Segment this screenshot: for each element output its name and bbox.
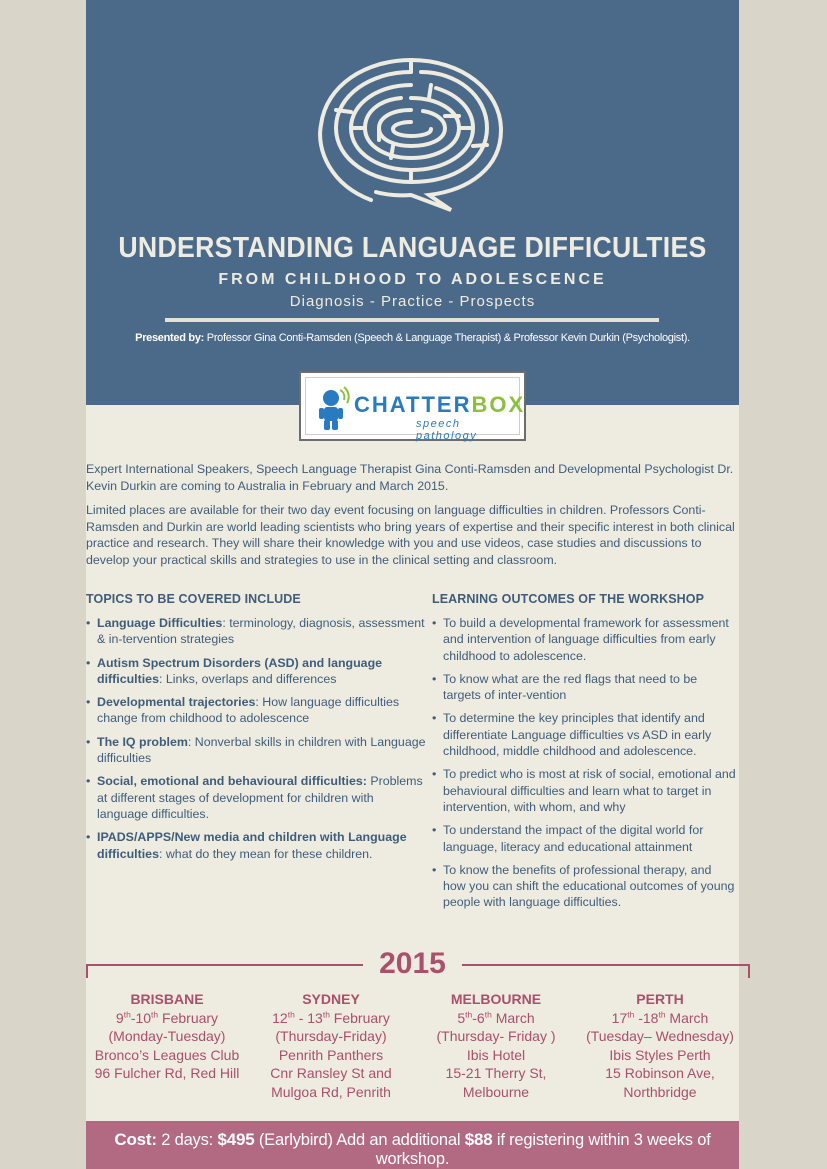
topic-title: The IQ problem <box>97 734 188 749</box>
year-rule-left <box>86 964 363 966</box>
city-dates <box>246 1009 416 1028</box>
schedule-year: 2015 <box>379 947 446 980</box>
city-address-1: 96 Fulcher Rd, Red Hill <box>94 1065 240 1081</box>
cost-price-earlybird: $495 <box>217 1130 255 1149</box>
cost-text-3: if registering within 3 weeks of workshop. <box>375 1131 711 1168</box>
header-banner <box>86 0 739 405</box>
cost-label: Cost: <box>114 1130 157 1149</box>
header-divider <box>165 318 659 322</box>
city-address-2: Mulgoa Rd, Penrith <box>271 1083 391 1100</box>
city-dates <box>575 1009 745 1028</box>
list-item: • To know the benefits of professional therapy, and how you can shift the educational outcomes of young people with language difficulties. <box>432 862 737 911</box>
cost-text-1: 2 days: <box>156 1131 218 1149</box>
child-figure-icon <box>316 384 350 434</box>
presenters-label: Presented by: <box>135 332 205 344</box>
list-item: • To predict who is most at risk of social, emotional and behavioural difficulties and learn what to target in intervention, with whom, and why <box>432 766 737 815</box>
date-start: 12 <box>272 1009 288 1026</box>
list-item <box>86 829 426 862</box>
topic-detail: : How language difficulties change from childhood to adolescence <box>97 695 400 726</box>
topics-list <box>86 615 426 862</box>
city-venue: Ibis Hotel <box>466 1046 526 1063</box>
page-subtitle: FROM CHILDHOOD TO ADOLESCENCE <box>218 271 607 288</box>
city-address-1: Cnr Ransley St and <box>270 1065 392 1081</box>
list-item: • To determine the key principles that identify and differentiate Language difficulties vs ASD in early childhood, middle childhood and adolescence. <box>432 710 737 759</box>
date-end: -6 <box>472 1009 485 1026</box>
topics-column <box>86 592 426 869</box>
city-sydney <box>246 990 416 1101</box>
topic-detail: : Nonverbal skills in children with Language difficulties <box>97 734 426 766</box>
city-name: SYDNEY <box>302 991 360 1007</box>
city-dates <box>82 1009 252 1028</box>
list-item <box>86 694 426 727</box>
date-suffix: th <box>123 1008 131 1019</box>
date-suffix: th <box>627 1008 635 1019</box>
city-dates <box>411 1009 581 1028</box>
page-title: UNDERSTANDING LANGUAGE DIFFICULTIES <box>118 232 707 264</box>
date-suffix: th <box>465 1008 473 1019</box>
list-item: • To know what are the red flags that need to be targets of inter-vention <box>432 671 737 704</box>
list-item <box>86 615 426 648</box>
cost-price-additional: $88 <box>464 1130 493 1149</box>
outcomes-list <box>432 615 737 911</box>
topic-detail: : what do they mean for these children. <box>158 846 373 861</box>
city-days: (Monday-Tuesday) <box>108 1028 226 1044</box>
city-venue: Bronco’s Leagues Club <box>94 1046 240 1063</box>
topics-heading: TOPICS TO BE COVERED INCLUDE <box>86 592 301 606</box>
intro-section <box>86 461 740 576</box>
logo-wordmark <box>354 392 525 418</box>
logo-wordmark-part2: BOX <box>471 392 526 417</box>
city-name: BRISBANE <box>130 991 204 1007</box>
city-name: MELBOURNE <box>450 991 542 1007</box>
list-item: • To understand the impact of the digital world for language, literacy and educational attainment <box>432 822 737 855</box>
date-start: 17 <box>611 1009 628 1026</box>
date-suffix: th <box>658 1008 666 1019</box>
year-rule-right <box>462 964 750 966</box>
city-melbourne <box>411 990 581 1101</box>
city-name: PERTH <box>636 991 684 1007</box>
city-perth <box>575 990 745 1101</box>
date-start: 9 <box>115 1009 124 1026</box>
year-rule-tick-left <box>86 964 88 978</box>
intro-paragraph-1: Expert International Speakers, Speech Language Therapist Gina Conti-Ramsden and Developmental Psychologist Dr. Kevin Durkin are coming to Australia in February and March 2015. <box>86 462 734 493</box>
topic-detail: : Links, overlaps and differences <box>158 671 337 686</box>
city-brisbane <box>82 990 252 1083</box>
city-venue: Ibis Styles Perth <box>609 1046 711 1063</box>
outcomes-heading: LEARNING OUTCOMES OF THE WORKSHOP <box>432 592 705 606</box>
list-item <box>86 734 426 767</box>
date-month: February <box>158 1009 219 1026</box>
city-venue: Penrith Panthers <box>278 1046 384 1063</box>
date-end: -10 <box>130 1009 152 1026</box>
logo-tagline: speech pathology <box>416 418 478 442</box>
cost-text-2: (Earlybird) Add an additional <box>254 1131 465 1149</box>
date-suffix: th <box>151 1008 159 1019</box>
city-address-2: Melbourne <box>462 1083 530 1100</box>
outcomes-column <box>432 592 737 918</box>
cost-banner <box>86 1121 739 1169</box>
year-rule-tick-right <box>748 964 750 978</box>
intro-paragraph-2: Limited places are available for their two day event focusing on language difficulties in children. Professors Conti-Ramsden and Durkin are world leading scientists who bring years of expertise and their specific interest in both clinical practice and research. They will share their knowledge with you and use videos, case studies and discussions to develop your practical skills and strategies to use in the clinical setting and classroom. <box>86 503 735 567</box>
date-end: -18 <box>634 1009 659 1026</box>
topic-title: Social, emotional and behavioural difficulties: <box>97 774 367 789</box>
date-suffix: th <box>287 1008 295 1019</box>
chatterbox-logo <box>299 371 526 441</box>
topic-title: Developmental trajectories <box>97 695 256 710</box>
topic-title: Autism Spectrum Disorders (ASD) and language difficulties <box>97 655 383 686</box>
maze-speech-bubble-icon <box>311 50 511 215</box>
list-item: • To build a developmental framework for assessment and intervention of language difficulties from early childhood to adolescence. <box>432 615 737 664</box>
date-start: 5 <box>457 1009 466 1026</box>
city-address-1: 15-21 Therry St, <box>445 1065 547 1081</box>
list-item <box>86 655 426 688</box>
city-address-2: Northbridge <box>623 1083 697 1100</box>
topic-detail: Problems at different stages of development for children with language difficulties. <box>97 774 423 821</box>
city-days: (Thursday- Friday ) <box>436 1028 556 1044</box>
page-tagline: Diagnosis - Practice - Prospects <box>289 293 536 310</box>
date-suffix: th <box>484 1008 492 1019</box>
date-month: March <box>665 1009 709 1026</box>
city-address-1: 15 Robinson Ave, <box>605 1065 715 1081</box>
city-days: (Thursday-Friday) <box>275 1028 387 1044</box>
topic-detail: : terminology, diagnosis, assessment & in-tervention strategies <box>97 616 425 647</box>
date-month: February <box>329 1009 390 1026</box>
logo-inner-frame <box>305 377 526 442</box>
presenters-line <box>86 332 739 344</box>
topic-title: IPADS/APPS/New media and children with Language difficulties <box>97 830 407 861</box>
date-end: - 13 <box>294 1009 323 1026</box>
date-month: March <box>491 1009 535 1026</box>
topic-title: Language Difficulties <box>97 616 223 630</box>
date-suffix: th <box>322 1008 330 1019</box>
city-days: (Tuesday– Wednesday) <box>586 1028 734 1044</box>
presenters-text: Professor Gina Conti-Ramsden (Speech & Language Therapist) & Professor Kevin Durkin (Psychologist). <box>206 332 690 344</box>
logo-wordmark-part1: CHATTER <box>354 392 472 417</box>
list-item <box>86 773 426 822</box>
